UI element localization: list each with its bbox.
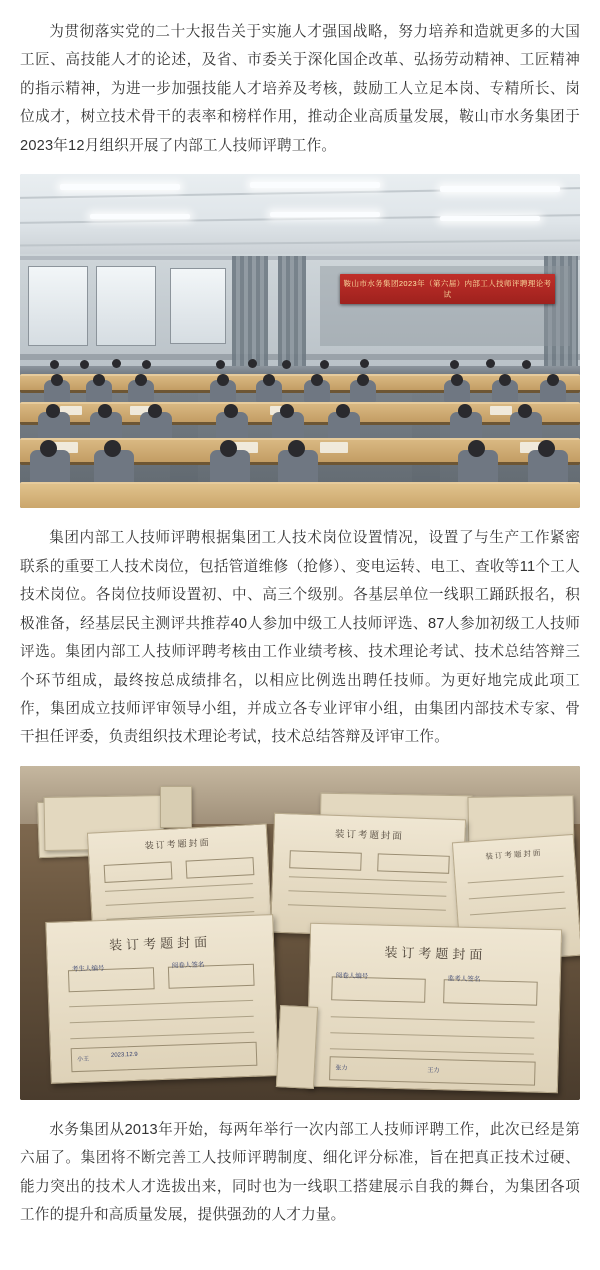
field-box xyxy=(104,861,173,883)
field-box xyxy=(377,853,450,874)
paragraph-3: 水务集团从2013年开始，每两年举行一次内部工人技师评聘工作，此次已经是第六届了。集团将不断完善工人技师评聘制度、细化评分标准，旨在把真正技术过硬、能力突出的技术人才选拔出来，同时也为一线职工搭建展示自我的舞台，为集团各项工作的提升和高质量发展，提供强劲的人才力量。 xyxy=(20,1121,580,1224)
rule-line xyxy=(470,908,566,916)
curtain xyxy=(278,256,306,376)
rule-line xyxy=(288,904,446,911)
rule-line xyxy=(330,1048,534,1054)
paper-stack xyxy=(276,1005,318,1089)
answer-sheet xyxy=(490,406,512,415)
ceiling-light xyxy=(270,212,380,217)
rule-line xyxy=(468,876,564,884)
rule-line xyxy=(70,1016,254,1023)
rule-line xyxy=(106,897,254,906)
handwriting: 张力 xyxy=(335,1065,348,1072)
field-box xyxy=(331,976,426,1002)
exam-cover-envelope-main xyxy=(306,923,562,1094)
ceiling-light xyxy=(440,186,560,192)
window xyxy=(28,266,88,346)
cover-title: 装订考题封面 xyxy=(334,828,405,843)
cover-title: 装订考题封面 xyxy=(384,944,487,963)
paper-stack xyxy=(160,786,192,828)
field-label: 阅卷人签名 xyxy=(171,961,205,970)
field-box xyxy=(443,979,538,1005)
curtain xyxy=(232,256,268,376)
field-label: 阅卷人编号 xyxy=(335,972,369,981)
window xyxy=(170,268,226,344)
rule-line xyxy=(69,1000,253,1007)
exam-banner-text: 鞍山市水务集团2023年（第六届）内部工人技师评聘理论考试 xyxy=(340,274,555,304)
handwriting: 小王 xyxy=(76,1056,90,1063)
rule-line xyxy=(288,890,446,897)
cover-title: 装订考题封面 xyxy=(108,934,212,953)
paragraph-1: 为贯彻落实党的二十大报告关于实施人才强国战略，努力培养和造就更多的大国工匠、高技能人才的论述，及省、市委关于深化国企改革、弘扬劳动精神、工匠精神的指示精神，为进一步加强技能人才培养及考核，鼓励工人立足本岗、专精所长、岗位成才，树立技术骨干的表率和榜样作用，推动企业高质量发展，鞍山市水务集团于2023年12月组织开展了内部工人技师评聘工作。 xyxy=(20,24,580,154)
handwriting: 王力 xyxy=(427,1067,440,1075)
exam-papers-photo xyxy=(20,766,580,1100)
field-label: 考生人编号 xyxy=(71,964,105,974)
rule-line xyxy=(105,883,253,892)
field-box xyxy=(289,850,362,871)
ceiling-light xyxy=(60,184,180,190)
exam-hall-photo xyxy=(20,174,580,508)
window xyxy=(96,266,156,346)
rule-line xyxy=(70,1032,254,1039)
field-box xyxy=(186,857,255,879)
field-label: 监考人签名 xyxy=(447,975,481,984)
rule-line xyxy=(469,892,565,900)
exam-papers-figure xyxy=(20,766,580,1100)
answer-sheet xyxy=(320,442,348,453)
cover-title: 装订考题封面 xyxy=(485,848,543,861)
ceiling-light xyxy=(250,182,380,188)
handwriting: 2023.12.9 xyxy=(110,1051,138,1059)
rule-line xyxy=(289,876,447,883)
exam-hall-figure xyxy=(20,174,580,508)
exam-cover-envelope xyxy=(270,813,466,940)
rule-line xyxy=(330,1032,534,1038)
rule-line xyxy=(331,1016,535,1022)
cover-title: 装订考题封面 xyxy=(144,837,211,851)
ceiling-light xyxy=(90,214,190,219)
paragraph-2: 集团内部工人技师评聘根据集团工人技术岗位设置情况，设置了与生产工作紧密联系的重要工人技术岗位，包括管道维修（抢修）、变电运转、电工、查收等11个工人技术岗位。各岗位技师设置初、中、高三个级别。各基层单位一线职工踊跃报名，积极准备，经基层民主测评共推荐40人参加中级工人技师评选、87人参加初级工人技师评选。集团内部工人技师评聘考核由工作业绩考核、技术理论考试、技术总结答辩三个环节组成，最终按总成绩排名，以相应比例选出聘任技师。为更好地完成此项工作，集团成立技师评审领导小组，并成立各专业评审小组，由集团内部技术专家、骨干担任评委，负责组织技术理论考试，技术总结答辩及评审工作。 xyxy=(20,530,580,746)
exam-cover-envelope-main xyxy=(45,914,279,1084)
desk-row-front xyxy=(20,482,580,508)
field-box xyxy=(71,1042,258,1072)
ceiling-light xyxy=(440,216,540,221)
